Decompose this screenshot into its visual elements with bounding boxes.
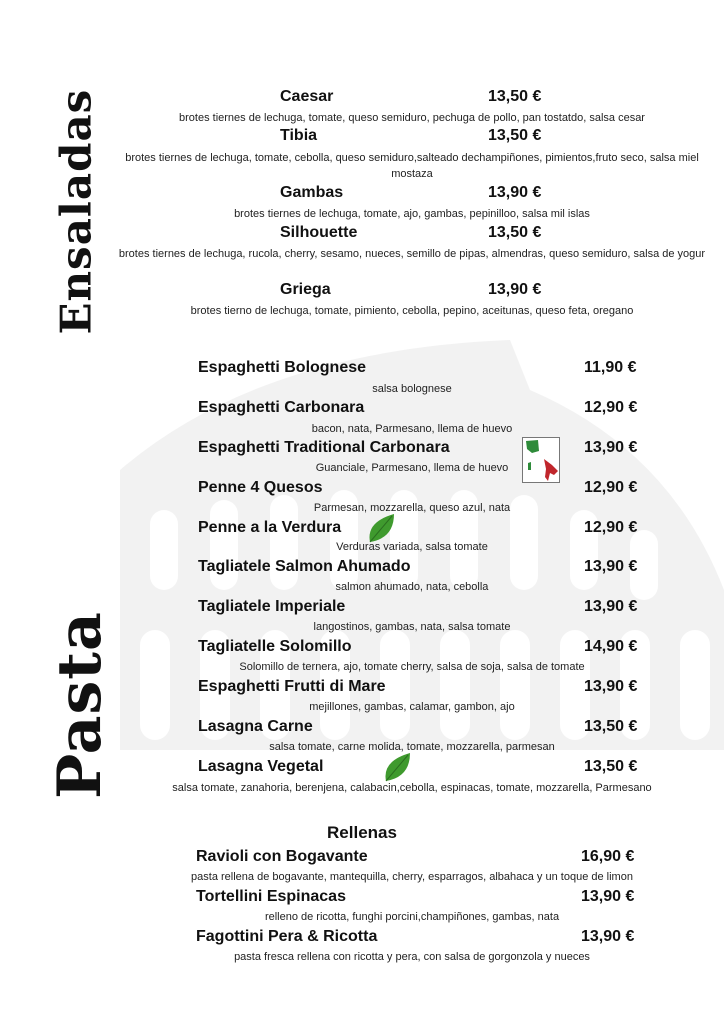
menu-item-name: Lasagna Carne xyxy=(198,718,313,735)
menu-item-name: Espaghetti Carbonara xyxy=(198,399,365,416)
menu-item-price: 13,50 € xyxy=(488,88,542,105)
menu-item-price: 13,90 € xyxy=(584,598,638,615)
menu-item-name: Gambas xyxy=(280,184,344,201)
menu-item-price: 13,90 € xyxy=(584,678,638,695)
subsection-title-rellenas: Rellenas xyxy=(327,823,397,842)
menu-item-name: Tagliatele Imperiale xyxy=(198,598,346,615)
menu-item-price: 13,90 € xyxy=(488,184,542,201)
menu-item-price: 11,90 € xyxy=(584,359,637,376)
menu-item-description: mejillones, gambas, calamar, gambon, ajo xyxy=(309,701,515,713)
menu-item-price: 12,90 € xyxy=(584,399,638,416)
section-title-ensaladas: Ensaladas xyxy=(51,88,101,335)
menu-item-price: 13,50 € xyxy=(584,758,638,775)
section-title-pasta: Pasta xyxy=(45,611,115,799)
menu-item-description: salmon ahumado, nata, cebolla xyxy=(335,581,489,593)
menu-item-description: brotes tiernes de lechuga, tomate, ajo, gambas, pepinilloo, salsa mil islas xyxy=(234,208,590,220)
menu-item-price: 13,90 € xyxy=(581,888,635,905)
menu-item-price: 13,50 € xyxy=(488,127,542,144)
menu-item-price: 12,90 € xyxy=(584,479,638,496)
menu-item-description: Guanciale, Parmesano, llema de huevo xyxy=(315,462,509,474)
menu-item-description: salsa bolognese xyxy=(372,383,452,395)
menu-item-price: 13,50 € xyxy=(488,224,542,241)
menu-item-description: brotes tierno de lechuga, tomate, pimiento, cebolla, pepino, aceitunas, queso feta, oregano xyxy=(190,305,634,317)
menu-item-description: salsa tomate, zanahoria, berenjena, calabacin,cebolla, espinacas, tomate, mozzarella, Parmesano xyxy=(172,782,652,794)
menu-item-name: Espaghetti Frutti di Mare xyxy=(198,678,386,695)
leaf-icon xyxy=(366,512,396,549)
menu-item-price: 16,90 € xyxy=(581,848,635,865)
menu-item-description: brotes tiernes de lechuga, rucola, cherry, sesamo, nueces, semillo de pipas, almendras, queso semiduro, salsa de yogur xyxy=(118,248,706,260)
menu-item-description: langostinos, gambas, nata, salsa tomate xyxy=(313,621,511,633)
menu-item-description: salsa tomate, carne molida, tomate, mozzarella, parmesan xyxy=(269,741,555,753)
menu-item-price: 13,90 € xyxy=(581,928,635,945)
menu-item-price: 13,90 € xyxy=(584,439,638,456)
menu-item-name: Fagottini Pera & Ricotta xyxy=(196,928,378,945)
menu-item-name: Penne a la Verdura xyxy=(198,519,342,536)
menu-item-description: relleno de ricotta, funghi porcini,champiñones, gambas, nata xyxy=(264,911,560,923)
italy-map-icon xyxy=(522,437,560,488)
menu-item-name: Tagliatelle Solomillo xyxy=(198,638,352,655)
menu-item-description: brotes tiernes de lechuga, tomate, cebolla, queso semiduro,salteado dechampiñones, pimientos,fruto seco, salsa miel mostaza xyxy=(125,152,699,180)
menu-item-description: brotes tiernes de lechuga, tomate, queso semiduro, pechuga de pollo, pan tostatdo, salsa cesar xyxy=(179,112,645,124)
menu-item-name: Espaghetti Traditional Carbonara xyxy=(198,439,450,456)
menu-item-name: Silhouette xyxy=(280,224,358,241)
menu-item-description: Solomillo de ternera, ajo, tomate cherry, salsa de soja, salsa de tomate xyxy=(239,661,585,673)
menu-item-name: Tagliatele Salmon Ahumado xyxy=(198,558,411,575)
menu-item-name: Espaghetti Bolognese xyxy=(198,359,367,376)
leaf-icon xyxy=(382,751,412,788)
menu-item-price: 12,90 € xyxy=(584,519,638,536)
menu-item-name: Tortellini Espinacas xyxy=(196,888,346,905)
menu-item-description: pasta fresca rellena con ricotta y pera, con salsa de gorgonzola y nueces xyxy=(234,951,590,963)
menu-item-description: Verduras variada, salsa tomate xyxy=(336,541,488,553)
menu-item-price: 13,90 € xyxy=(584,558,638,575)
menu-item-description: Parmesan, mozzarella, queso azul, nata xyxy=(313,502,511,514)
menu-item-price: 13,90 € xyxy=(488,281,542,298)
menu-item-price: 13,50 € xyxy=(584,718,638,735)
menu-item-name: Ravioli con Bogavante xyxy=(196,848,368,865)
menu-item-name: Lasagna Vegetal xyxy=(198,758,324,775)
menu-item-name: Penne 4 Quesos xyxy=(198,479,323,496)
menu-item-description: pasta rellena de bogavante, mantequilla, cherry, esparragos, albahaca y un toque de limon xyxy=(191,871,633,883)
menu-item-name: Griega xyxy=(280,281,331,298)
menu-item-price: 14,90 € xyxy=(584,638,638,655)
menu-item-name: Caesar xyxy=(280,88,334,105)
menu-item-description: bacon, nata, Parmesano, llema de huevo xyxy=(311,423,513,435)
menu-item-name: Tibia xyxy=(280,127,318,144)
